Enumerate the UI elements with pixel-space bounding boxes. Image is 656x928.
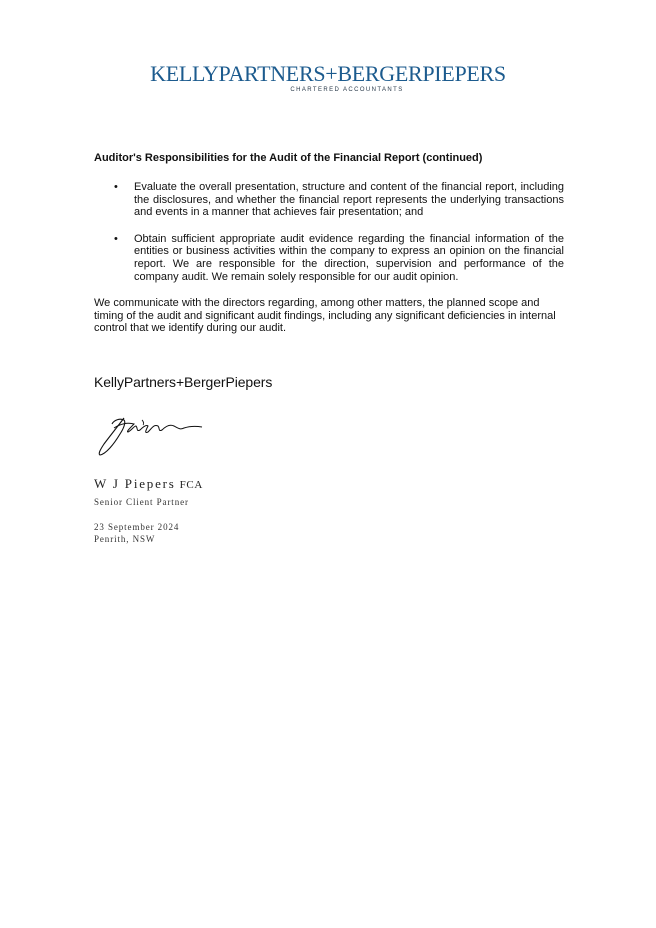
company-logo bbox=[0, 62, 656, 94]
signing-details bbox=[94, 521, 179, 545]
list-item bbox=[94, 181, 564, 219]
list-item-text: Evaluate the overall presentation, structure and content of the financial report, including the disclosures, and whether the financial report represents the underlying transactions and events in a manner that achieves fair presentation; and bbox=[134, 181, 564, 219]
logo-tagline: CHARTERED ACCOUNTANTS bbox=[290, 87, 404, 93]
signer-name: W J Piepers bbox=[94, 476, 176, 491]
firm-name: KellyPartners+BergerPiepers bbox=[94, 374, 273, 390]
signer-role: Senior Client Partner bbox=[94, 497, 189, 507]
signing-place: Penrith, NSW bbox=[94, 534, 156, 544]
handwritten-signature bbox=[94, 408, 214, 460]
logo-wordmark: KELLYPARTNERS+BERGERPIEPERS bbox=[150, 61, 506, 86]
signer-name-line bbox=[94, 475, 203, 493]
report-body bbox=[94, 151, 564, 335]
responsibility-list bbox=[94, 181, 564, 283]
signing-date: 23 September 2024 bbox=[94, 522, 180, 532]
bullet-icon: • bbox=[114, 232, 118, 245]
communication-paragraph: We communicate with the directors regarding, among other matters, the planned scope and timing of the audit and significant audit findings, including any significant deficiencies in internal control that we identify during our audit. bbox=[94, 297, 556, 335]
list-item bbox=[94, 233, 564, 283]
signer-postnominal: FCA bbox=[179, 479, 203, 491]
list-item-text: Obtain sufficient appropriate audit evidence regarding the financial information of the entities or business activities within the company to express an opinion on the financial report. We are responsible for the direction, supervision and performance of the company audit. We remain solely responsible for our audit opinion. bbox=[134, 232, 564, 283]
bullet-icon: • bbox=[114, 181, 118, 193]
section-heading: Auditor's Responsibilities for the Audit of the Financial Report (continued) bbox=[94, 152, 483, 164]
